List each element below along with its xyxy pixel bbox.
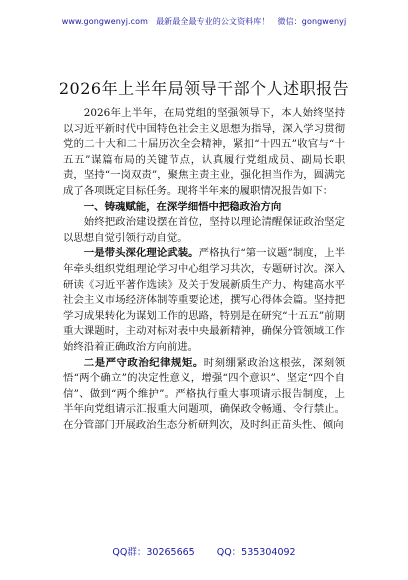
page-title: 2026年上半年局领导干部个人述职报告 xyxy=(58,79,350,98)
point-two-body: 时刻绷紧政治这根弦，深刻领悟“两个确立”的决定性意义，增强“四个意识”、坚定“四个自信”、做到“两个维护”。严格执行重大事项请示报告制度，上半年向党组请示汇报重大问题项，确保政令畅通、令行禁止。在分管部门开展政治生态分析研判次，及时纠正苗头性、倾向 xyxy=(63,356,345,431)
site-url[interactable]: www.gongwenyj.com xyxy=(61,17,149,26)
qq-group: QQ群：30265665 xyxy=(112,547,195,558)
section1-paragraph-3 xyxy=(63,356,345,434)
site-slogan: 最新最全最专业的公文资料库！ xyxy=(156,17,270,26)
site-header xyxy=(0,16,408,27)
site-footer xyxy=(0,544,408,558)
point-two-lead: 二是严守政治纪律规矩。 xyxy=(83,356,204,369)
qq-contact: QQ：535304092 xyxy=(216,547,296,558)
point-one-lead: 一是带头深化理论武装。 xyxy=(83,247,199,260)
intro-paragraph: 2026年上半年，在局党组的坚强领导下，本人始终坚持以习近平新时代中国特色社会主义思想为指导，深入学习贯彻党的二十大和二十届历次全会精神，紧扣“十四五”收官与“十五五”谋篇布局的关键节点，认真履行党组成员、副局长职责，坚持“一岗双责”，聚焦主责主业，强化担当作为，圆满完成了各项既定目标任务。现将半年来的履职情况报告如下： xyxy=(63,107,345,197)
document-body xyxy=(63,106,345,433)
wechat-id: 微信：gongwenyj xyxy=(277,17,347,26)
section1-paragraph-1: 始终把政治建设摆在首位，坚持以理论清醒保证政治坚定以思想自觉引领行动自觉。 xyxy=(63,216,345,244)
point-one-body: 严格执行“第一议题”制度，上半年牵头组织党组理论学习中心组学习共次，专题研讨次。深入研读《习近平著作选读》及关于发展新质生产力、构建高水平社会主义市场经济体制等重要论述，撰写心得体会篇。坚持把学习成果转化为谋划工作的思路，特别是在研究“十五五”前期重大课题时，主动对标对表中央最新精神，确保分管领域工作始终沿着正确政治方向前进。 xyxy=(63,247,345,353)
section-heading-1: 一、铸魂赋能，在深学细悟中把稳政治方向 xyxy=(83,200,282,213)
section1-paragraph-2 xyxy=(63,246,345,355)
